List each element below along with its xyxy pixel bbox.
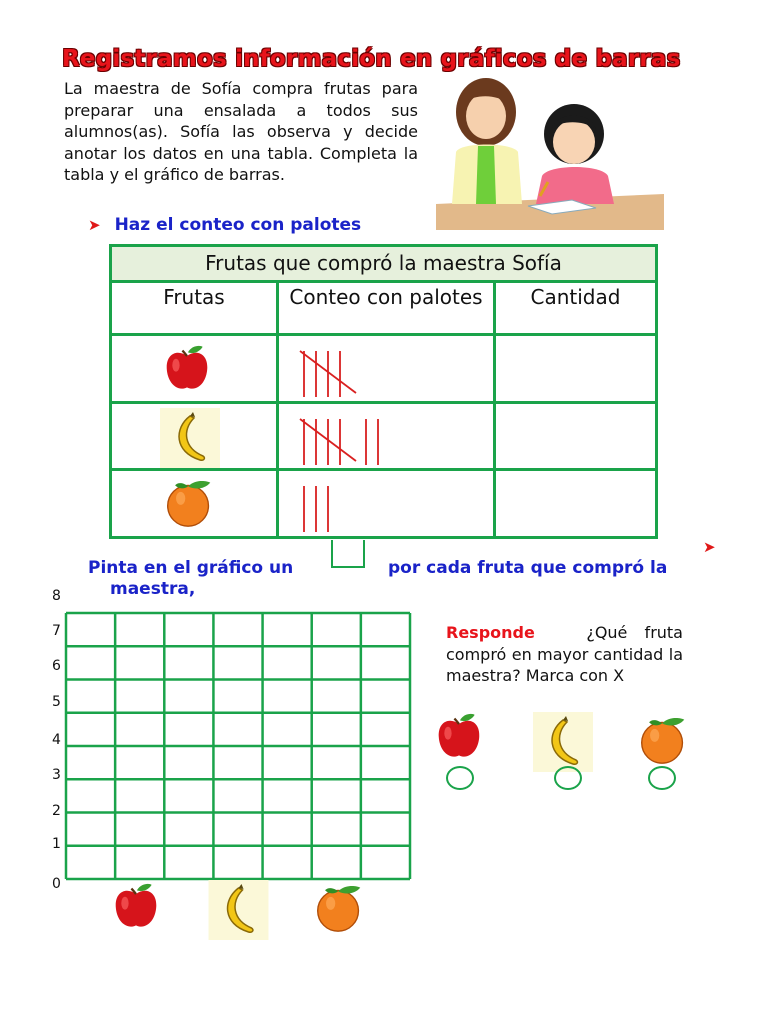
header-frutas: Frutas bbox=[163, 285, 225, 309]
fruit-table bbox=[109, 244, 658, 539]
answer-circle-apple[interactable] bbox=[446, 766, 474, 790]
y-tick: 4 bbox=[52, 732, 61, 748]
respond-question bbox=[446, 622, 683, 687]
cantidad-cell-apple[interactable] bbox=[496, 336, 655, 401]
answer-circle-orange[interactable] bbox=[648, 766, 676, 790]
arrow-bullet-icon: ➤ bbox=[88, 216, 101, 234]
chart-instruction-part2: por cada fruta que compró la bbox=[388, 558, 668, 578]
respond-question-text: ¿Qué fruta compró en mayor cantidad la maestra? Marca con X bbox=[446, 623, 683, 685]
apple-icon bbox=[113, 880, 159, 932]
banana-icon bbox=[532, 712, 594, 772]
answer-circle-banana[interactable] bbox=[554, 766, 582, 790]
page-title: Registramos información en gráficos de barras bbox=[62, 46, 681, 72]
tally-marks-orange bbox=[292, 478, 492, 538]
orange-icon bbox=[164, 478, 214, 528]
tally-instruction-text: Haz el conteo con palotes bbox=[114, 215, 362, 235]
y-tick: 5 bbox=[52, 694, 61, 710]
apple-icon bbox=[436, 710, 482, 762]
table-title: Frutas que compró la maestra Sofía bbox=[112, 247, 655, 283]
bar-chart-grid[interactable] bbox=[64, 611, 412, 881]
tally-marks-banana bbox=[292, 411, 492, 471]
chart-instruction-part3: maestra, bbox=[110, 579, 196, 599]
legend-square bbox=[331, 540, 365, 568]
y-tick: 0 bbox=[52, 876, 61, 892]
orange-icon bbox=[314, 882, 364, 934]
arrow-bullet-icon: ➤ bbox=[703, 538, 716, 556]
header-cantidad: Cantidad bbox=[530, 285, 621, 309]
header-conteo: Conteo con palotes bbox=[289, 285, 483, 309]
respond-label: Responde bbox=[446, 623, 535, 642]
tally-instruction bbox=[88, 215, 361, 235]
tally-marks-apple bbox=[292, 343, 492, 403]
orange-icon bbox=[638, 714, 688, 766]
y-tick: 2 bbox=[52, 803, 61, 819]
teacher-student-illustration bbox=[436, 72, 664, 230]
cantidad-cell-banana[interactable] bbox=[496, 404, 655, 468]
y-tick: 1 bbox=[52, 836, 61, 852]
intro-paragraph: La maestra de Sofía compra frutas para preparar una ensalada a todos sus alumnos(as). Sofía las observa y decide anotar los datos en una tabla. Completa la tabla y el gráfico de barras. bbox=[64, 79, 418, 184]
banana-icon bbox=[208, 880, 269, 940]
y-tick: 6 bbox=[52, 658, 61, 674]
y-tick: 8 bbox=[52, 588, 61, 604]
cantidad-cell-orange[interactable] bbox=[496, 471, 655, 536]
banana-icon bbox=[160, 408, 220, 468]
y-tick: 3 bbox=[52, 767, 61, 783]
apple-icon bbox=[164, 343, 210, 393]
y-tick: 7 bbox=[52, 623, 61, 639]
chart-instruction-part1: Pinta en el gráfico un bbox=[88, 558, 294, 578]
